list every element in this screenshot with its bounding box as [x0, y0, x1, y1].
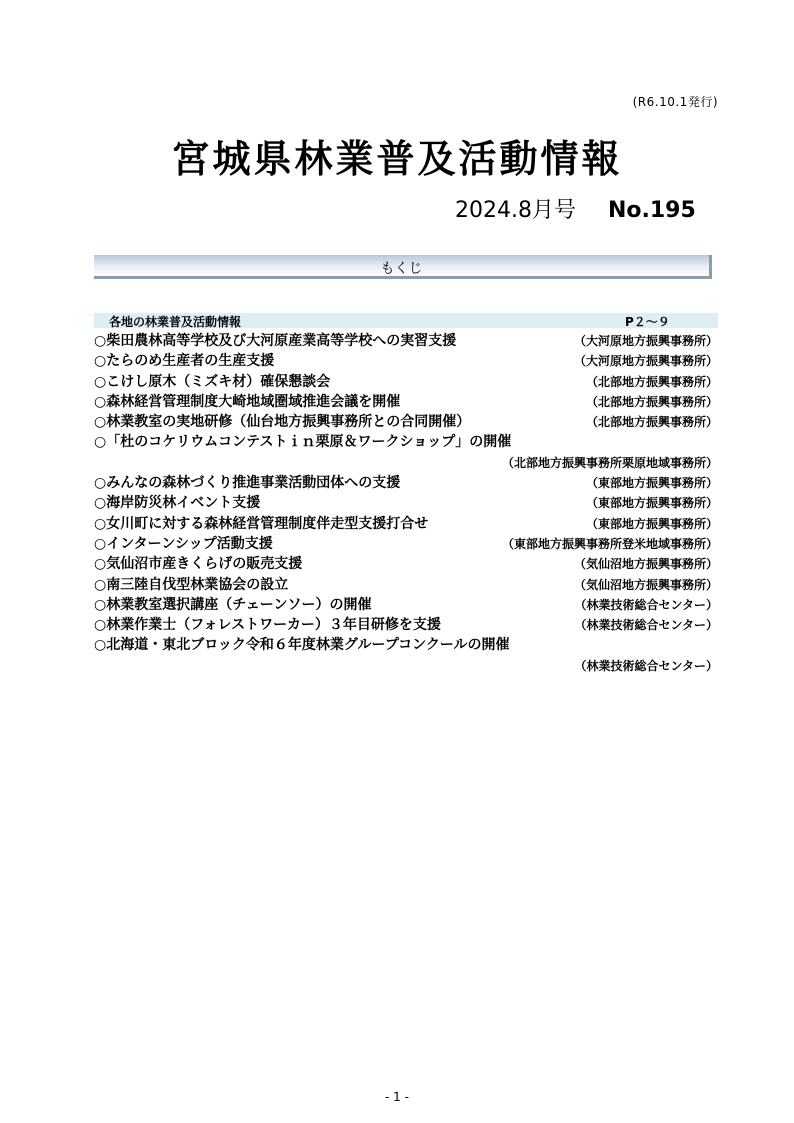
toc-entry-office: （東部地方振興事務所） [585, 496, 718, 511]
toc-entry [94, 372, 718, 392]
toc-entry [94, 615, 718, 635]
toc-entry-office: （東部地方振興事務所登米地域事務所） [501, 536, 718, 551]
toc-entry [94, 534, 718, 554]
issue-date: (R6.10.1発行) [632, 95, 718, 109]
toc-entry-office: （北部地方振興事務所） [585, 374, 718, 389]
toc-entry [94, 392, 718, 412]
toc-entry-office: （北部地方振興事務所） [585, 394, 718, 409]
toc-header-bar [94, 255, 712, 279]
issue-number: No.195 [607, 198, 696, 223]
toc-entry-title: ○海岸防災林イベント支援 [94, 495, 261, 512]
toc-entry-office: （大河原地方振興事務所） [573, 354, 718, 369]
toc-entry [94, 514, 718, 534]
toc-entry-title: ○気仙沼市産きくらげの販売支援 [94, 556, 303, 573]
toc-entry [94, 635, 718, 676]
toc-entry [94, 554, 718, 574]
issue-line [455, 193, 696, 224]
toc-entry [94, 412, 718, 432]
toc-section-heading [94, 313, 718, 328]
toc-entry [94, 493, 718, 513]
section-pages: P２～９ [625, 315, 670, 329]
toc-entry-title: ○林業教室選択講座（チェーンソー）の開催 [94, 596, 372, 613]
toc-entry-office: （林業技術総合センター） [574, 597, 718, 612]
toc-entry-office: （北部地方振興事務所） [585, 415, 718, 430]
toc-entry [94, 351, 718, 371]
toc-entry-title: ○森林経営管理制度大崎地域圏域推進会議を開催 [94, 393, 401, 410]
toc-entry-title: ○「杜のコケリウムコンテストｉｎ栗原＆ワークショップ」の開催 [94, 434, 512, 451]
toc-entry-office: （北部地方振興事務所栗原地域事務所） [501, 455, 718, 470]
toc-label: もくじ [380, 261, 423, 277]
toc-entry [94, 432, 718, 473]
toc-entry-title: ○インターンシップ活動支援 [94, 535, 273, 552]
issue-month: 2024.8月号 [455, 198, 576, 223]
page-title: 宮城県林業普及活動情報 [171, 137, 623, 181]
toc-entry-title: ○女川町に対する森林経営管理制度伴走型支援打合せ [94, 515, 429, 532]
toc-entry [94, 595, 718, 615]
toc-entry [94, 473, 718, 493]
toc-entry-office: （気仙沼地方振興事務所） [573, 577, 718, 592]
toc-entry [94, 331, 718, 351]
section-label: 各地の林業普及活動情報 [109, 315, 242, 329]
toc-entry-office: （気仙沼地方振興事務所） [573, 557, 718, 572]
toc-entry-title: ○北海道・東北ブロック令和６年度林業グループコンクールの開催 [94, 637, 510, 654]
page-number: - 1 - [385, 1090, 409, 1104]
toc-entry-title: ○みんなの森林づくり推進事業活動団体への支援 [94, 475, 401, 492]
toc-entry-office: （大河原地方振興事務所） [573, 334, 718, 348]
toc-entry-office: （林業技術総合センター） [574, 658, 718, 673]
toc-entry-title: ○林業作業士（フォレストワーカー）３年目研修を支援 [94, 617, 441, 634]
toc-entry-office: （東部地方振興事務所） [585, 476, 718, 491]
toc-entry-office: （林業技術総合センター） [574, 618, 718, 633]
toc-entry-title: ○林業教室の実地研修（仙台地方振興事務所との合同開催） [94, 414, 471, 431]
toc-entry-title: ○たらのめ生産者の生産支援 [94, 353, 275, 370]
toc-entry-title: ○こけし原木（ミズキ材）確保懇談会 [94, 373, 331, 390]
toc-entry-title: ○柴田農林高等学校及び大河原産業高等学校への実習支援 [94, 333, 457, 349]
toc-entry-office: （東部地方振興事務所） [585, 516, 718, 531]
toc-entry [94, 575, 718, 595]
toc-entry-title: ○南三陸自伐型林業協会の設立 [94, 576, 289, 593]
toc-entry-list [94, 331, 718, 676]
